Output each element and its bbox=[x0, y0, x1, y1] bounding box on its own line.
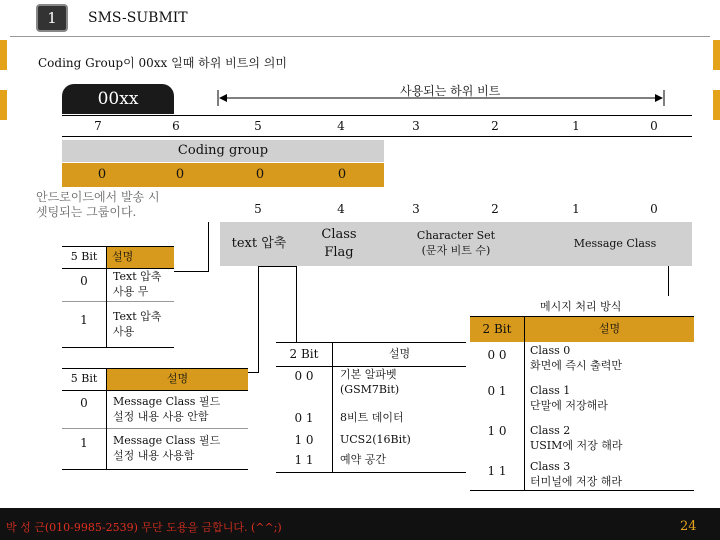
table-bit4-header-desc: 설명 bbox=[107, 369, 248, 390]
footer-text: 박 성 근(010-9985-2539) 무단 도용을 금합니다. (^^;) bbox=[6, 521, 282, 534]
bit-header-row bbox=[62, 115, 692, 137]
message-handling-label: 메시지 처리 방식 bbox=[540, 300, 622, 313]
table-bit5-row1-bit: 1 bbox=[80, 313, 88, 327]
table-bit5-header-desc: 설명 bbox=[107, 247, 174, 268]
table-bit5-row1-desc: Text 압축 사용 bbox=[113, 309, 162, 338]
table-bit4-row1-desc: Message Class 필드 설정 내용 사용함 bbox=[113, 434, 221, 462]
code-label: 00xx bbox=[97, 89, 139, 109]
bit-header-3: 3 bbox=[412, 119, 420, 134]
low-bit-header-0: 0 bbox=[650, 201, 658, 216]
coding-group-value-6: 0 bbox=[175, 167, 185, 183]
coding-group-value-5: 0 bbox=[255, 167, 265, 183]
bit-header-2: 2 bbox=[491, 119, 499, 134]
low-bit-header-4: 4 bbox=[337, 201, 345, 216]
bit-function-row bbox=[220, 222, 692, 266]
table-class-row1-desc: Class 1 단말에 저장해라 bbox=[530, 384, 608, 412]
table-bit5-row0-bit: 0 bbox=[80, 274, 88, 288]
coding-group-value-7: 0 bbox=[97, 167, 107, 183]
bit4-connector-h bbox=[248, 372, 258, 373]
table-bit4 bbox=[62, 368, 248, 470]
table-class-row1-bit: 0 1 bbox=[487, 383, 507, 398]
code-label-box bbox=[62, 84, 174, 114]
bit5-connector-h bbox=[174, 271, 208, 272]
slide-number-badge bbox=[36, 4, 68, 32]
table-charset bbox=[276, 342, 466, 472]
table-class-row3-bit: 1 1 bbox=[487, 463, 507, 478]
table-charset-row2-desc: UCS2(16Bit) bbox=[340, 432, 411, 446]
table-class-row0-bit: 0 0 bbox=[487, 347, 507, 362]
class-connector-v bbox=[668, 266, 669, 296]
right-accent-bar-1 bbox=[713, 40, 720, 70]
low-bit-header-1: 1 bbox=[572, 201, 580, 216]
low-bit-header-5: 5 bbox=[254, 201, 262, 216]
low-bit-header-row bbox=[220, 196, 692, 222]
slide-number-text: 1 bbox=[47, 9, 57, 27]
table-charset-row0-bit: 0 0 bbox=[294, 369, 314, 383]
table-class-header-bit: 2 Bit bbox=[470, 317, 524, 342]
slide-subtitle: Coding Group이 00xx 일때 하위 비트의 의미 bbox=[38, 56, 287, 70]
bit-header-6: 6 bbox=[172, 119, 180, 134]
table-class-row0-desc: Class 0 화면에 즉시 출력만 bbox=[530, 344, 623, 372]
left-accent-bar-2 bbox=[0, 90, 7, 120]
table-charset-row2-bit: 1 0 bbox=[294, 432, 314, 447]
bit-header-1: 1 bbox=[572, 119, 580, 134]
bit-header-7: 7 bbox=[94, 119, 102, 134]
bit5-connector-v bbox=[208, 222, 209, 272]
table-charset-row1-bit: 0 1 bbox=[294, 410, 314, 425]
coding-group-header bbox=[62, 140, 384, 162]
table-bit4-row0-bit: 0 bbox=[80, 396, 88, 410]
android-note: 안드로이드에서 발송 시 셋팅되는 그룹이다. bbox=[36, 190, 160, 219]
message-class-label: Message Class bbox=[573, 236, 657, 250]
low-bit-header-3: 3 bbox=[412, 201, 420, 216]
table-class-row2-bit: 1 0 bbox=[487, 423, 507, 438]
page-number: 24 bbox=[680, 519, 697, 534]
table-charset-row3-desc: 예약 공간 bbox=[340, 452, 387, 466]
table-class-header-desc: 설명 bbox=[525, 317, 694, 342]
bit4-connector-top bbox=[258, 266, 296, 267]
table-charset-row0-desc: 기본 알파벳 (GSM7Bit) bbox=[340, 368, 400, 396]
bit-header-5: 5 bbox=[254, 119, 262, 134]
bit-header-0: 0 bbox=[650, 119, 658, 134]
bits-used-arrow bbox=[215, 88, 667, 108]
table-charset-row3-bit: 1 1 bbox=[294, 452, 314, 467]
bit4-connector-v bbox=[258, 266, 259, 373]
coding-group-values-row bbox=[62, 163, 384, 187]
left-accent-bar-1 bbox=[0, 40, 7, 70]
table-charset-header-desc: 설명 bbox=[388, 346, 411, 360]
coding-group-value-4: 0 bbox=[337, 167, 347, 183]
table-class-row3-desc: Class 3 터미널에 저장 해라 bbox=[530, 460, 623, 488]
table-bit4-row0-desc: Message Class 필드 설정 내용 사용 안함 bbox=[113, 394, 221, 423]
class-flag-label: Class Flag bbox=[321, 227, 357, 260]
slide-title: SMS-SUBMIT bbox=[88, 10, 188, 26]
table-bit5-row0-desc: Text 압축 사용 무 bbox=[113, 270, 162, 298]
coding-group-label: Coding group bbox=[177, 143, 269, 159]
table-bit4-header-bit: 5 Bit bbox=[70, 371, 98, 385]
low-bit-header-2: 2 bbox=[491, 201, 499, 216]
table-class bbox=[470, 316, 694, 490]
text-compress-label: text 압축 bbox=[231, 236, 287, 252]
header-divider bbox=[10, 36, 710, 37]
bits-used-label: 사용되는 하위 비트 bbox=[400, 84, 501, 98]
table-charset-row1-desc: 8비트 데이터 bbox=[340, 410, 404, 424]
right-accent-bar-2 bbox=[713, 90, 720, 120]
charset-label: Character Set (문자 비트 수) bbox=[416, 229, 496, 257]
table-bit5-header-bit: 5 Bit bbox=[70, 249, 98, 263]
table-bit5 bbox=[62, 246, 174, 348]
table-charset-header-bit: 2 Bit bbox=[289, 346, 319, 361]
table-bit4-row1-bit: 1 bbox=[80, 436, 88, 450]
table-class-row2-desc: Class 2 USIM에 저장 해라 bbox=[530, 424, 623, 452]
charset-connector-v bbox=[296, 266, 297, 342]
bit-header-4: 4 bbox=[337, 119, 345, 134]
